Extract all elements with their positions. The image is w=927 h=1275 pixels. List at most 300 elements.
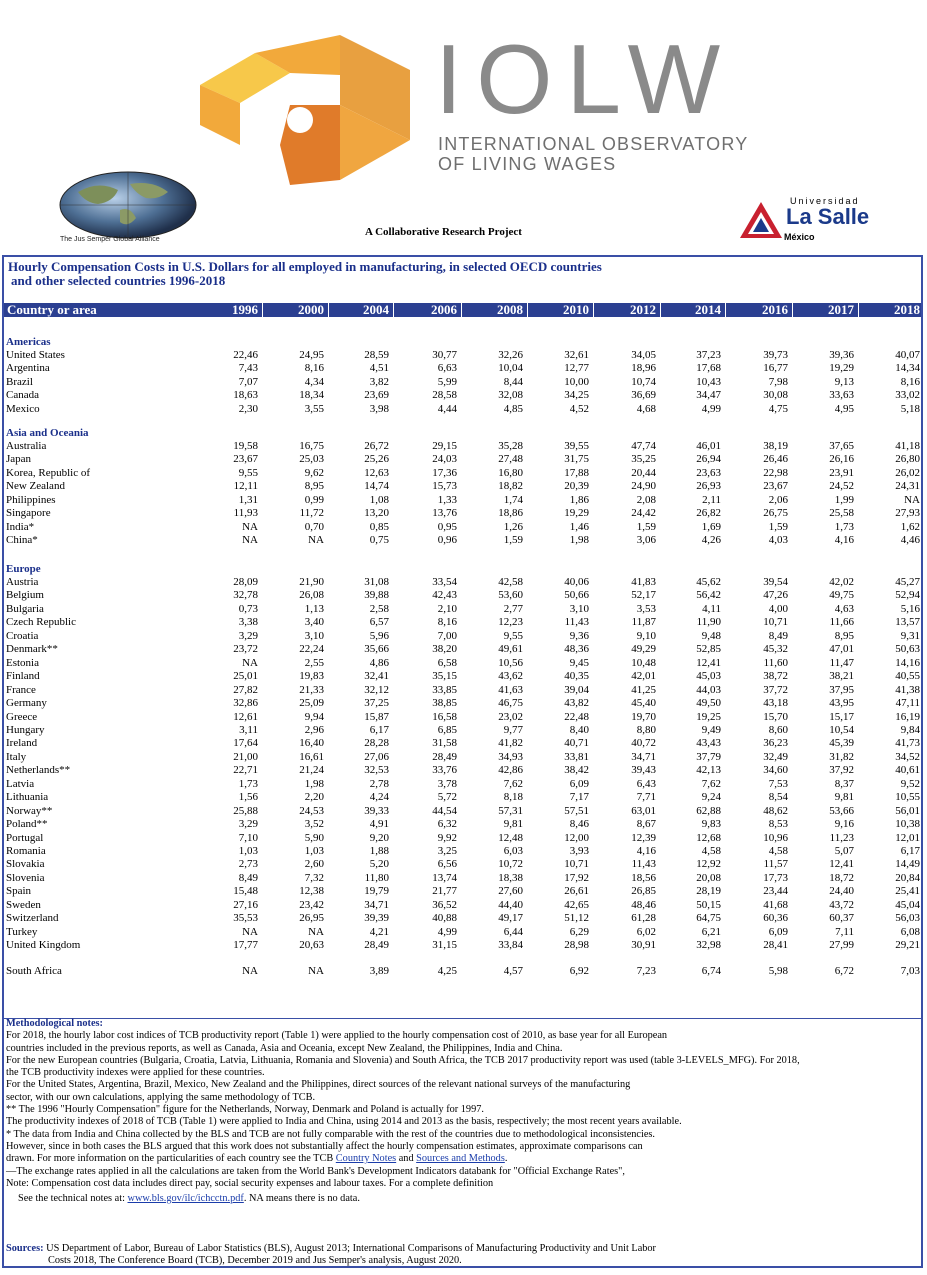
cost-value: 35,66 xyxy=(364,643,389,656)
cost-value: 13,57 xyxy=(895,616,920,629)
cost-value: 0,96 xyxy=(437,534,457,547)
cost-value: 7,00 xyxy=(437,629,457,642)
cost-value: 45,04 xyxy=(895,898,920,911)
cost-value: 28,09 xyxy=(233,576,258,588)
cost-value: 5,96 xyxy=(369,629,389,642)
cost-value: 10,56 xyxy=(498,656,523,669)
cost-value: 17,73 xyxy=(763,871,788,884)
cost-value: 2,60 xyxy=(304,858,324,871)
cost-value: 16,75 xyxy=(299,440,324,452)
cost-value: 6,09 xyxy=(569,777,589,790)
cost-value: 4,75 xyxy=(768,402,788,415)
cost-value: 6,21 xyxy=(701,925,721,938)
table-row xyxy=(4,453,921,466)
cost-value: 47,26 xyxy=(763,589,788,602)
cost-value: 1,86 xyxy=(569,493,589,506)
cost-value: 35,28 xyxy=(498,440,523,452)
cost-value: 37,72 xyxy=(763,683,788,696)
country-name: Korea, Republic of xyxy=(6,466,90,479)
sources-methods-link[interactable]: Sources and Methods xyxy=(416,1153,505,1165)
cost-value: 62,88 xyxy=(696,804,721,817)
cost-value: 30,08 xyxy=(763,389,788,402)
cost-value: 5,18 xyxy=(900,402,920,415)
cost-value: 26,61 xyxy=(564,885,589,898)
cost-value: 24,42 xyxy=(631,507,656,520)
country-name: Hungary xyxy=(6,723,45,736)
cost-value: 41,82 xyxy=(498,737,523,750)
cost-value: 6,29 xyxy=(569,925,589,938)
cost-value: 6,02 xyxy=(636,925,656,938)
country-name: Norway** xyxy=(6,804,53,817)
table-row xyxy=(4,480,921,493)
cost-value: 37,79 xyxy=(696,750,721,763)
cost-value: 1,98 xyxy=(569,534,589,547)
cost-value: 52,85 xyxy=(696,643,721,656)
column-header-year: 2012 xyxy=(630,302,656,317)
cost-value: 9,48 xyxy=(701,629,721,642)
cost-value: 4,11 xyxy=(702,602,721,615)
cost-value: 9,77 xyxy=(503,723,523,736)
cost-value: 12,41 xyxy=(829,858,854,871)
column-header-year: 2018 xyxy=(894,302,920,317)
cost-value: 6,09 xyxy=(768,925,788,938)
cost-value: 47,01 xyxy=(829,643,854,656)
cost-value: 9,55 xyxy=(503,629,523,642)
cost-value: 45,39 xyxy=(829,737,854,750)
cost-value: 6,85 xyxy=(437,723,457,736)
header-separator xyxy=(593,303,594,317)
header-separator xyxy=(725,303,726,317)
note-text: drawn. For more information on the particularities of each country see the TCB xyxy=(6,1153,336,1165)
table-row xyxy=(4,440,921,453)
cost-value: 25,58 xyxy=(829,507,854,520)
cost-value: 40,06 xyxy=(564,576,589,588)
table-row xyxy=(4,872,921,885)
cost-value: 45,40 xyxy=(631,697,656,710)
cost-value: 8,16 xyxy=(304,362,324,375)
cost-value: 12,11 xyxy=(233,480,258,493)
column-header-year: 2008 xyxy=(497,302,523,317)
cost-value: 20,08 xyxy=(696,871,721,884)
cost-value: 8,16 xyxy=(900,375,920,388)
cost-value: 21,33 xyxy=(299,683,324,696)
cost-value: 1,03 xyxy=(304,845,324,857)
cost-value: 1,73 xyxy=(834,520,854,533)
note-line: the TCB productivity indexes were applied for these countries. xyxy=(6,1067,265,1079)
cost-value: 3,53 xyxy=(636,602,656,615)
cost-value: 12,41 xyxy=(696,656,721,669)
sources-line-2: Costs 2018, The Conference Board (TCB), December 2019 and Jus Semper's analysis, August 2020. xyxy=(48,1255,462,1267)
brand-subtitle-line-1: INTERNATIONAL OBSERVATORY xyxy=(438,134,749,154)
table-row xyxy=(4,389,921,402)
cost-value: 22,24 xyxy=(299,643,324,656)
cost-value: 7,07 xyxy=(238,375,258,388)
cost-value: 10,48 xyxy=(631,656,656,669)
bls-technical-notes-link[interactable]: www.bls.gov/ilc/ichcctn.pdf xyxy=(127,1193,244,1205)
cost-value: 8,95 xyxy=(834,629,854,642)
note-line: However, since in both cases the BLS argued that this work does not substantially affect the hourly compensation estimates, approximate comparisons can xyxy=(6,1140,643,1152)
section-heading: Asia and Oceania xyxy=(6,427,89,439)
cost-value: 4,91 xyxy=(369,818,389,831)
cost-value: 13,76 xyxy=(432,507,457,520)
table-row xyxy=(4,885,921,898)
cost-value: 45,03 xyxy=(696,670,721,683)
table-row xyxy=(4,737,921,750)
cost-value: 64,75 xyxy=(696,912,721,925)
cost-value: 8,80 xyxy=(636,723,656,736)
table-row xyxy=(4,494,921,507)
brand-subtitle xyxy=(438,134,748,174)
cost-value: 28,49 xyxy=(432,750,457,763)
cost-value: 0,70 xyxy=(304,520,324,533)
cost-value: 2,78 xyxy=(369,777,389,790)
cost-value: 25,09 xyxy=(299,697,324,710)
note-line: ** The 1996 "Hourly Compensation" figure for the Netherlands, Norway, Denmark and Poland is actually for 1997. xyxy=(6,1104,484,1116)
cost-value: 41,73 xyxy=(895,737,920,750)
cost-value: 12,63 xyxy=(364,466,389,479)
cost-value: 32,98 xyxy=(696,939,721,952)
cost-value: 28,58 xyxy=(432,389,457,402)
table-row xyxy=(4,832,921,845)
cost-value: 32,49 xyxy=(763,750,788,763)
cost-value: 27,60 xyxy=(498,885,523,898)
cost-value: 27,93 xyxy=(895,507,920,520)
cost-value: 4,03 xyxy=(768,534,788,547)
cost-value: 9,62 xyxy=(304,466,324,479)
cost-value: NA xyxy=(308,965,324,977)
cost-value: 9,36 xyxy=(569,629,589,642)
cost-value: 44,40 xyxy=(498,898,523,911)
cost-value: 1,56 xyxy=(238,791,258,804)
cost-value: 56,42 xyxy=(696,589,721,602)
cost-value: 40,61 xyxy=(895,764,920,777)
country-notes-link[interactable]: Country Notes xyxy=(335,1153,397,1165)
cost-value: 8,53 xyxy=(768,818,788,831)
cost-value: 10,55 xyxy=(895,791,920,804)
cost-value: 40,07 xyxy=(895,349,920,361)
cost-value: 60,37 xyxy=(829,912,854,925)
cost-value: 39,39 xyxy=(364,912,389,925)
country-name: Czech Republic xyxy=(6,616,76,629)
cost-value: 27,99 xyxy=(829,939,854,952)
cost-value: 9,13 xyxy=(834,375,854,388)
cost-value: 50,66 xyxy=(564,589,589,602)
note-line: countries included in the previous reports, as well as Canada, Asia and Oceania, except New Zealand, the Philippines, India and China. xyxy=(6,1042,563,1054)
country-name: Netherlands** xyxy=(6,764,71,777)
cost-value: 39,04 xyxy=(564,683,589,696)
country-name: Switzerland xyxy=(6,912,59,925)
cost-value: 1,59 xyxy=(768,520,788,533)
cost-value: 6,08 xyxy=(900,925,920,938)
cost-value: 19,58 xyxy=(233,440,258,452)
cost-value: 9,45 xyxy=(569,656,589,669)
cost-value: 12,68 xyxy=(696,831,721,844)
cost-value: 43,43 xyxy=(696,737,721,750)
table-row xyxy=(4,791,921,804)
cost-value: 11,66 xyxy=(829,616,854,629)
header-separator xyxy=(328,303,329,317)
country-name: United States xyxy=(6,349,65,361)
cost-value: 37,25 xyxy=(364,697,389,710)
cost-value: 26,82 xyxy=(696,507,721,520)
cost-value: 4,85 xyxy=(503,402,523,415)
cost-value: 4,58 xyxy=(701,845,721,857)
cost-value: 16,58 xyxy=(432,710,457,723)
country-name: Portugal xyxy=(6,831,44,844)
cost-value: 20,84 xyxy=(895,871,920,884)
country-name: Latvia xyxy=(6,777,35,790)
cost-value: 11,80 xyxy=(364,871,389,884)
cost-value: 33,02 xyxy=(895,389,920,402)
cost-value: 21,90 xyxy=(299,576,324,588)
cost-value: 9,81 xyxy=(503,818,523,831)
cost-value: 11,47 xyxy=(829,656,854,669)
cost-value: 9,10 xyxy=(636,629,656,642)
note-text: . NA means there is no data. xyxy=(243,1193,360,1205)
cost-value: 12,48 xyxy=(498,831,523,844)
cost-value: 3,10 xyxy=(569,602,589,615)
cost-value: 23,44 xyxy=(763,885,788,898)
header-separator xyxy=(792,303,793,317)
cost-value: 42,02 xyxy=(829,576,854,588)
cost-value: 22,48 xyxy=(564,710,589,723)
cost-value: 36,52 xyxy=(432,898,457,911)
cost-value: 10,54 xyxy=(829,723,854,736)
country-name: Argentina xyxy=(6,362,50,375)
table-row xyxy=(4,858,921,871)
cost-value: 0,85 xyxy=(369,520,389,533)
cost-value: 26,85 xyxy=(631,885,656,898)
cost-value: 19,79 xyxy=(364,885,389,898)
cost-value: NA xyxy=(308,925,324,938)
cost-value: 25,41 xyxy=(895,885,920,898)
cost-value: 30,91 xyxy=(631,939,656,952)
cost-value: 33,63 xyxy=(829,389,854,402)
table-row xyxy=(4,939,921,952)
cost-value: 24,90 xyxy=(631,480,656,493)
cost-value: 9,84 xyxy=(900,723,920,736)
cost-value: 27,82 xyxy=(233,683,258,696)
table-row xyxy=(4,805,921,818)
cost-value: 10,43 xyxy=(696,375,721,388)
la-salle-logo xyxy=(738,196,888,246)
cost-value: 13,74 xyxy=(432,871,457,884)
country-name: United Kingdom xyxy=(6,939,81,952)
cost-value: 27,16 xyxy=(233,898,258,911)
country-name: Finland xyxy=(6,670,40,683)
cost-value: 6,44 xyxy=(503,925,523,938)
note-line xyxy=(6,1193,916,1205)
sources-text: US Department of Labor, Bureau of Labor Statistics (BLS), August 2013; International Comparisons of Manufacturing Productivity and Unit Labor xyxy=(43,1243,656,1254)
cost-value: 12,39 xyxy=(631,831,656,844)
cost-value: 31,75 xyxy=(564,453,589,466)
cost-value: 12,77 xyxy=(564,362,589,375)
cost-value: 10,04 xyxy=(498,362,523,375)
notes-title: Methodological notes: xyxy=(6,1018,103,1029)
cost-value: 33,84 xyxy=(498,939,523,952)
table-row xyxy=(4,576,921,589)
cost-value: 7,62 xyxy=(503,777,523,790)
cost-value: 7,23 xyxy=(636,965,656,977)
cost-value: 1,73 xyxy=(238,777,258,790)
cost-value: 9,52 xyxy=(900,777,920,790)
cost-value: 25,03 xyxy=(299,453,324,466)
table-row xyxy=(4,724,921,737)
cost-value: 9,16 xyxy=(834,818,854,831)
cost-value: 26,80 xyxy=(895,453,920,466)
globe-icon xyxy=(58,170,198,240)
cost-value: 11,87 xyxy=(631,616,656,629)
note-text: See the technical notes at: xyxy=(18,1193,128,1205)
cost-value: 4,52 xyxy=(569,402,589,415)
cost-value: 32,26 xyxy=(498,349,523,361)
cost-value: 49,29 xyxy=(631,643,656,656)
table-row xyxy=(4,362,921,375)
cost-value: NA xyxy=(242,925,258,938)
cost-value: 11,43 xyxy=(631,858,656,871)
cost-value: 34,71 xyxy=(631,750,656,763)
cost-value: 33,81 xyxy=(564,750,589,763)
cost-value: 56,01 xyxy=(895,804,920,817)
table-row xyxy=(4,845,921,858)
cost-value: 2,73 xyxy=(238,858,258,871)
cost-value: 10,38 xyxy=(895,818,920,831)
header-separator xyxy=(393,303,394,317)
note-line: sector, with our own calculations, applying the same methodology of TCB. xyxy=(6,1091,316,1103)
table-row xyxy=(4,684,921,697)
section-heading: Americas xyxy=(6,336,51,348)
table-row xyxy=(4,467,921,480)
cost-value: 19,25 xyxy=(696,710,721,723)
cost-value: 18,38 xyxy=(498,871,523,884)
cost-value: 41,68 xyxy=(763,898,788,911)
cost-value: 40,72 xyxy=(631,737,656,750)
cost-value: 4,21 xyxy=(369,925,389,938)
cost-value: 4,44 xyxy=(437,402,457,415)
cost-value: 1,26 xyxy=(503,520,523,533)
cost-value: 14,49 xyxy=(895,858,920,871)
cost-value: 57,31 xyxy=(498,804,523,817)
cost-value: 1,88 xyxy=(369,845,389,857)
cost-value: 36,69 xyxy=(631,389,656,402)
cost-value: 4,16 xyxy=(834,534,854,547)
cost-value: 28,49 xyxy=(364,939,389,952)
section-heading: Europe xyxy=(6,563,41,575)
cost-value: 17,68 xyxy=(696,362,721,375)
cost-value: 4,99 xyxy=(437,925,457,938)
cost-value: 30,77 xyxy=(432,349,457,361)
cost-value: 1,98 xyxy=(304,777,324,790)
cost-value: 2,30 xyxy=(238,402,258,415)
cost-value: 17,92 xyxy=(564,871,589,884)
cost-value: 23,69 xyxy=(364,389,389,402)
country-name: Japan xyxy=(6,453,32,466)
column-header-country: Country or area xyxy=(7,302,97,317)
cost-value: 8,95 xyxy=(304,480,324,493)
cost-value: 10,74 xyxy=(631,375,656,388)
cost-value: 7,11 xyxy=(835,925,854,938)
cost-value: 22,46 xyxy=(233,349,258,361)
cost-value: 9,31 xyxy=(900,629,920,642)
column-header-year: 1996 xyxy=(232,302,258,317)
cost-value: 3,25 xyxy=(437,845,457,857)
cost-value: 26,93 xyxy=(696,480,721,493)
column-header-year: 2016 xyxy=(762,302,788,317)
cost-value: 17,36 xyxy=(432,466,457,479)
cost-value: 20,63 xyxy=(299,939,324,952)
country-name: Philippines xyxy=(6,493,56,506)
header-separator xyxy=(660,303,661,317)
cost-value: 31,58 xyxy=(432,737,457,750)
cost-value: NA xyxy=(242,520,258,533)
cost-value: 23,72 xyxy=(233,643,258,656)
cost-value: 46,75 xyxy=(498,697,523,710)
cost-value: 4,63 xyxy=(834,602,854,615)
cost-value: 3,98 xyxy=(369,402,389,415)
cost-value: 29,21 xyxy=(895,939,920,952)
cost-value: 4,99 xyxy=(701,402,721,415)
cost-value: 50,63 xyxy=(895,643,920,656)
cost-value: 4,16 xyxy=(636,845,656,857)
cost-value: 9,24 xyxy=(701,791,721,804)
cost-value: 52,94 xyxy=(895,589,920,602)
country-name: Romania xyxy=(6,845,46,857)
cost-value: 6,92 xyxy=(569,965,589,977)
cost-value: 1,69 xyxy=(701,520,721,533)
table-row xyxy=(4,534,921,547)
cost-value: 3,06 xyxy=(636,534,656,547)
note-text: . xyxy=(504,1153,508,1165)
cost-value: 35,25 xyxy=(631,453,656,466)
cost-value: 0,95 xyxy=(437,520,457,533)
cost-value: 16,19 xyxy=(895,710,920,723)
cost-value: 3,10 xyxy=(304,629,324,642)
note-line: Note: Compensation cost data includes direct pay, social security expenses and labour taxes. For a complete definition xyxy=(6,1177,494,1189)
cost-value: 19,70 xyxy=(631,710,656,723)
cost-value: 7,32 xyxy=(304,871,324,884)
cost-value: NA xyxy=(308,534,324,547)
cost-value: 9,55 xyxy=(238,466,258,479)
cost-value: 32,86 xyxy=(233,697,258,710)
cost-value: 4,57 xyxy=(503,965,523,977)
country-name: Singapore xyxy=(6,507,51,520)
cost-value: 39,88 xyxy=(364,589,389,602)
table-row xyxy=(4,711,921,724)
cost-value: 37,95 xyxy=(829,683,854,696)
cost-value: 37,65 xyxy=(829,440,854,452)
cost-value: 38,19 xyxy=(763,440,788,452)
cost-value: 4,95 xyxy=(834,402,854,415)
cost-value: 22,71 xyxy=(233,764,258,777)
table-row xyxy=(4,403,921,416)
country-name: Poland** xyxy=(6,818,48,831)
cost-value: 25,01 xyxy=(233,670,258,683)
cost-value: 17,64 xyxy=(233,737,258,750)
table-row xyxy=(4,926,921,939)
cost-value: 50,15 xyxy=(696,898,721,911)
column-header-year: 2010 xyxy=(563,302,589,317)
table-row xyxy=(4,764,921,777)
cost-value: 56,03 xyxy=(895,912,920,925)
cost-value: 42,65 xyxy=(564,898,589,911)
cost-value: 6,17 xyxy=(900,845,920,857)
cost-value: 18,56 xyxy=(631,871,656,884)
note-line: * The data from India and China collected by the BLS and TCB are not fully comparable with the rest of the countries due to methodological inconsistencies. xyxy=(6,1128,656,1140)
cost-value: 41,38 xyxy=(895,683,920,696)
cost-value: 26,95 xyxy=(299,912,324,925)
cost-value: 43,95 xyxy=(829,697,854,710)
cost-value: 3,89 xyxy=(369,965,389,977)
